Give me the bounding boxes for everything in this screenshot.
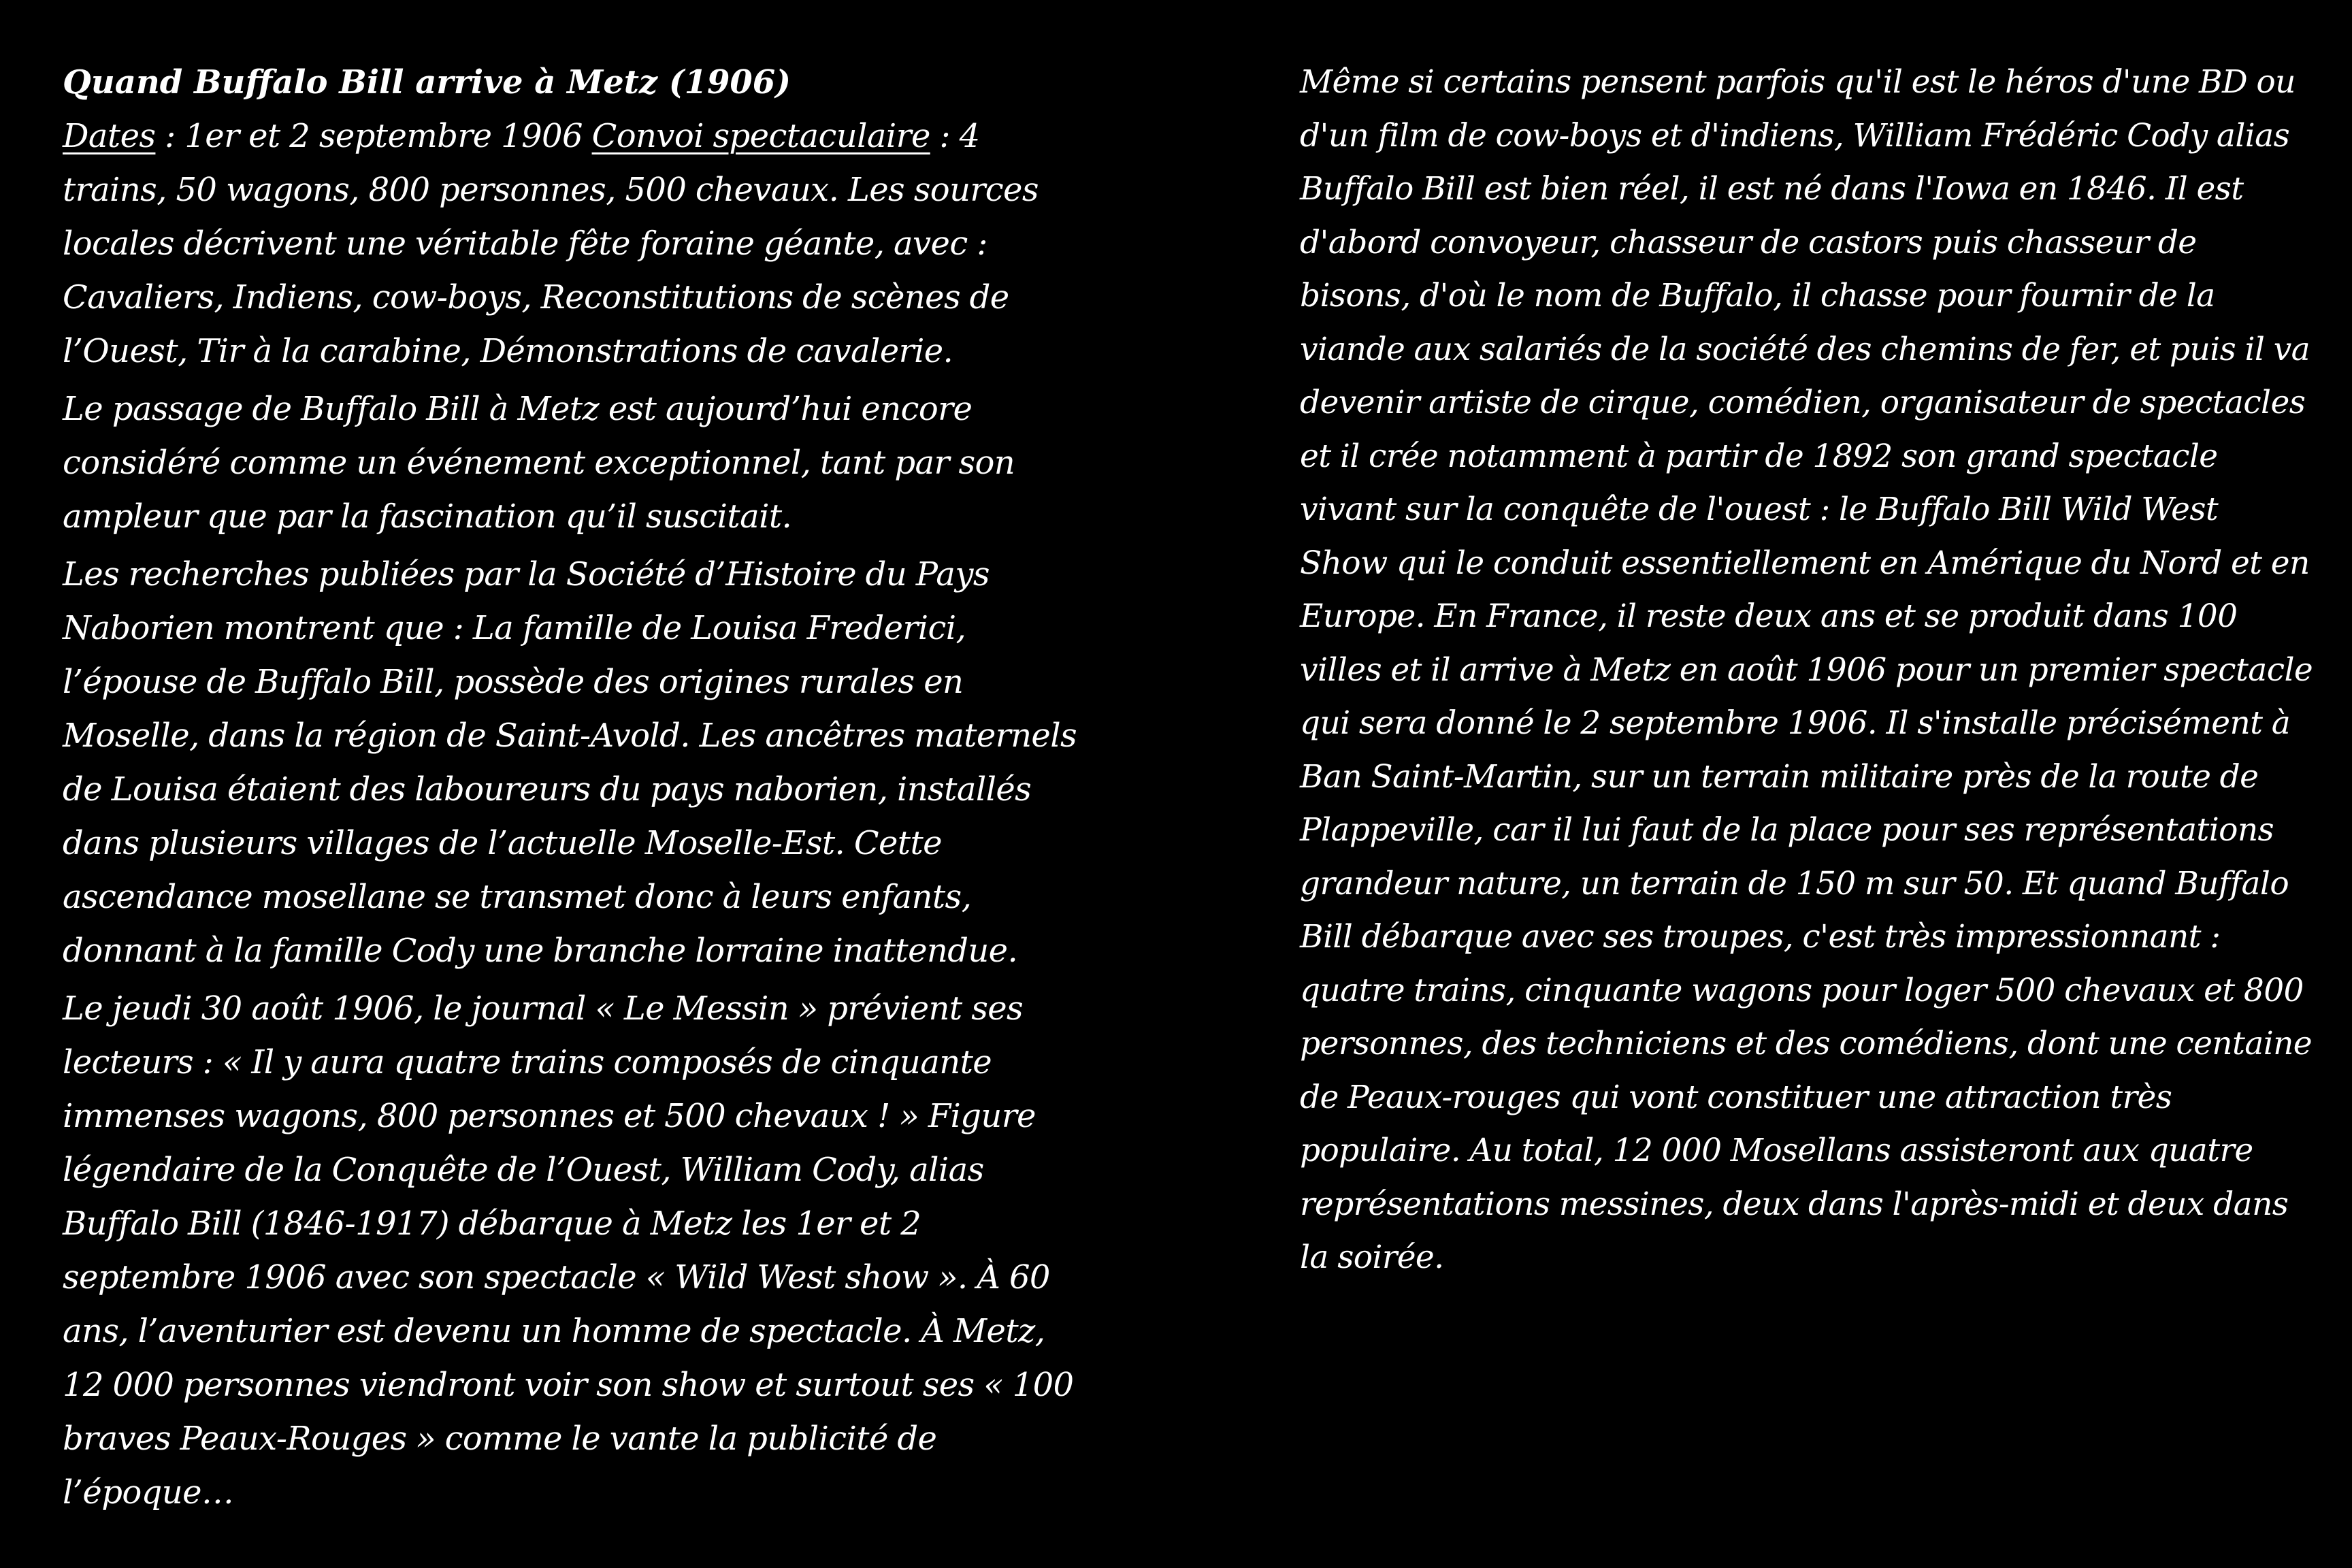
dates-label: Dates [63,117,156,155]
right-column [1300,56,2314,1285]
convoi-label: Convoi spectaculaire [591,117,930,155]
article-title: Quand Buffalo Bill arrive à Metz (1906) [63,63,791,101]
paragraph-biography: Même si certains pensent parfois qu'il est le héros d'une BD ou d'un film de cow-boys et d'indiens, William Frédéric Cody alias Buffalo Bill est bien réel, il est né dans l'Iowa en 1846. Il est d'abord convoyeur, chasseur de castors puis chasseur de bisons, d'où le nom de Buffalo, il chasse pour fournir de la viande aux salariés de la société des chemins de fer, et puis il va devenir artiste de cirque, comédien, organisateur de spectacles et il crée notamment à partir de 1892 son grand spectacle vivant sur la conquête de l'ouest : le Buffalo Bill Wild West Show qui le conduit essentiellement en Amérique du Nord et en Europe. En France, il reste deux ans et se produit dans 100 villes et il arrive à Metz en août 1906 pour un premier spectacle qui sera donné le 2 septembre 1906. Il s'installe précisément à Ban Saint-Martin, sur un terrain militaire près de la route de Plappeville, car il lui faut de la place pour ses représentations grandeur nature, un terrain de 150 m sur 50. Et quand Buffalo Bill débarque avec ses troupes, c'est très impressionnant : quatre trains, cinquante wagons pour loger 500 chevaux et 800 personnes, des techniciens et des comédiens, dont une centaine de Peaux-rouges qui vont constituer une attraction très populaire. Au total, 12 000 Mosellans assisteront aux quatre représentations messines, deux dans l'après-midi et deux dans la soirée. [1300,63,2313,1276]
paragraph-le-messin: Le jeudi 30 août 1906, le journal « Le Messin » prévient ses lecteurs : « Il y aura quatre trains composés de cinquante immenses wagons, 800 personnes et 500 chevaux ! » Figure légendaire de la Conquête de l’Ouest, William Cody, alias Buffalo Bill (1846-1917) débarque à Metz les 1er et 2 septembre 1906 avec son spectacle « Wild West show ». À 60 ans, l’aventurier est devenu un homme de spectacle. À Metz, 12 000 personnes viendront voir son show et surtout ses « 100 braves Peaux-Rouges » comme le vante la publicité de l’époque… [63,990,1074,1512]
convoi-text: : 4 trains, 50 wagons, 800 personnes, 500 chevaux. Les sources locales décrivent une véritable fête foraine géante, avec : Cavaliers, Indiens, cow-boys, Reconstitutions de scènes de l’Ouest, Tir à la carabine, Démonstrations de cavalerie. [63,117,1039,370]
paragraph-passage: Le passage de Buffalo Bill à Metz est aujourd’hui encore considéré comme un événement exceptionnel, tant par son ampleur que par la fascination qu’il suscitait. [63,390,1015,536]
paragraph-recherches: Les recherches publiées par la Société d’Histoire du Pays Naborien montrent que : La famille de Louisa Frederici, l’épouse de Buffalo Bill, possède des origines rurales en Moselle, dans la région de Saint-Avold. Les ancêtres maternels de Louisa étaient des laboureurs du pays naborien, installés dans plusieurs villages de l’actuelle Moselle-Est. Cette ascendance mosellane se transmet donc à leurs enfants, donnant à la famille Cody une branche lorraine inattendue. [63,555,1077,970]
dates-text: : 1er et 2 septembre 1906 [155,117,592,155]
left-column [63,56,1083,1520]
intro-paragraph [63,110,1083,378]
